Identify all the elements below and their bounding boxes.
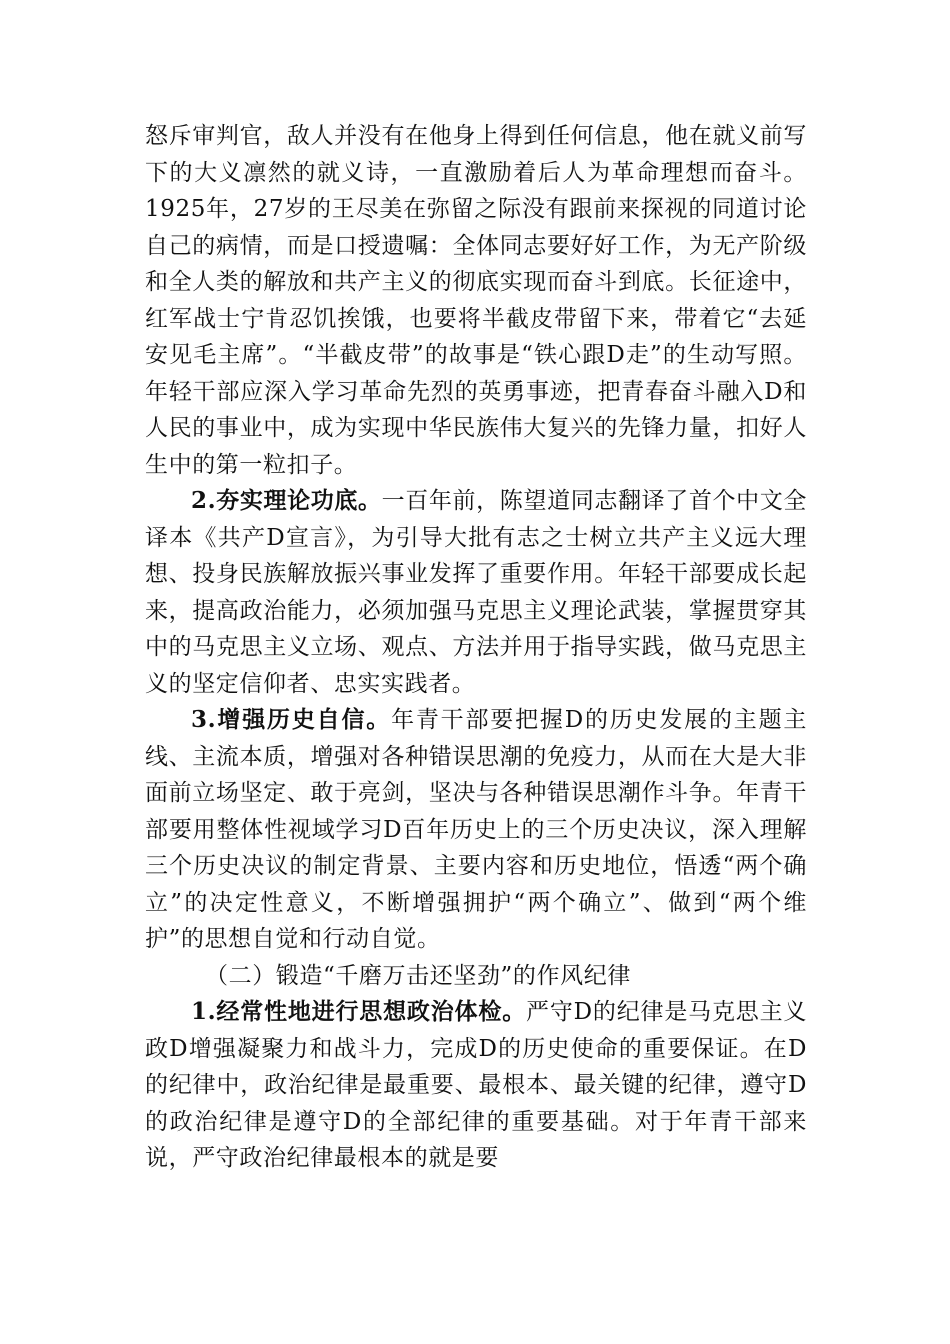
document-page <box>145 118 807 1177</box>
section-title-discipline: （二）锻造“千磨万击还坚劲”的作风纪律 <box>205 962 631 989</box>
paragraph-history-body: 年青干部要把握D的历史发展的主题主线、主流本质，增强对各种错误思潮的免疫力，从而在大是大非面前立场坚定、敢于亮剑，坚决与各种错误思潮作斗争。年青干部要用整体性视域学习D百年历史上的三个历史决议，深入理解三个历史决议的制定背景、主要内容和历史地位，悟透“两个确立”的决定性意义，不断增强拥护“两个确立”、做到“两个维护”的思想自觉和行动自觉。 <box>145 707 807 952</box>
paragraph-political-checkup <box>145 994 807 1177</box>
paragraph-theory <box>145 483 807 702</box>
paragraph-martyrs: 怒斥审判官，敌人并没有在他身上得到任何信息，他在就义前写下的大义凛然的就义诗，一直激励着后人为革命理想而奋斗。1925年，27岁的王尽美在弥留之际没有跟前来探视的同道讨论自己的病情，而是口授遗嘱：全体同志要好好工作，为无产阶级和全人类的解放和共产主义的彻底实现而奋斗到底。长征途中，红军战士宁肯忍饥挨饿，也要将半截皮带留下来，带着它“去延安见毛主席”。“半截皮带”的故事是“铁心跟D走”的生动写照。年轻干部应深入学习革命先烈的英勇事迹，把青春奋斗融入D和人民的事业中，成为实现中华民族伟大复兴的先锋力量，扣好人生中的第一粒扣子。 <box>145 123 807 478</box>
heading-theory: 2.夯实理论功底。 <box>191 487 382 514</box>
heading-political-checkup: 1.经常性地进行思想政治体检。 <box>191 998 527 1025</box>
paragraph-history <box>145 702 807 958</box>
heading-history: 3.增强历史自信。 <box>191 706 392 733</box>
paragraph-political-checkup-body: 严守D的纪律是马克思主义政D增强凝聚力和战斗力，完成D的历史使命的重要保证。在D的纪律中，政治纪律是最重要、最根本、最关键的纪律，遵守D的政治纪律是遵守D的全部纪律的重要基础。对于年青干部来说，严守政治纪律最根本的就是要 <box>145 999 808 1171</box>
paragraph-theory-body: 一百年前，陈望道同志翻译了首个中文全译本《共产D宣言》，为引导大批有志之士树立共产主义远大理想、投身民族解放振兴事业发挥了重要作用。年轻干部要成长起来，提高政治能力，必须加强马克思主义理论武装，掌握贯穿其中的马克思主义立场、观点、方法并用于指导实践，做马克思主义的坚定信仰者、忠实实践者。 <box>145 488 807 697</box>
